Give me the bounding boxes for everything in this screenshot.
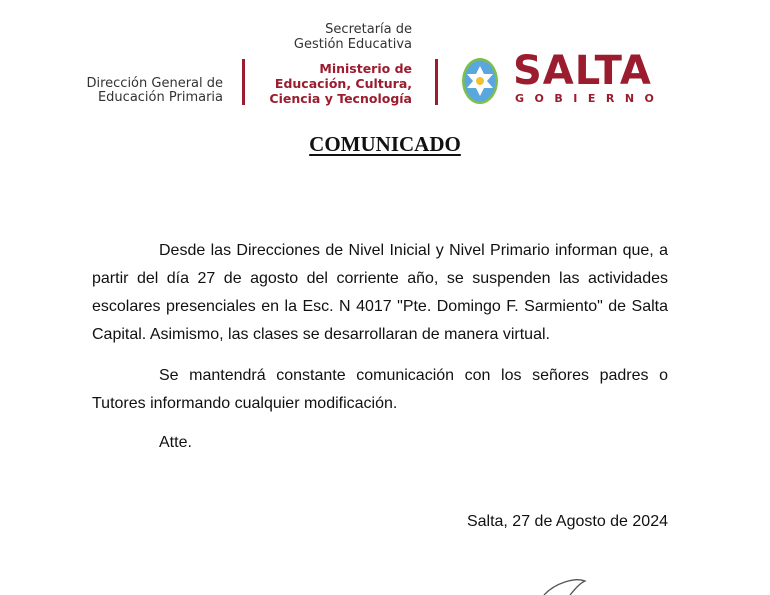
salta-logo-text: SALTA: [513, 48, 652, 94]
paragraph-announcement: Desde las Direcciones de Nivel Inicial y Nivel Primario informan que, a partir del día 27 de agosto del corriente año, se suspenden las actividades escolares presenciales en la Esc. N 4017 "Pte. Domingo F. Sarmiento" de Salta Capital. Asimismo, las clases se desarrollaran de manera virtual.: [92, 242, 668, 343]
paragraph-closing: Atte.: [159, 434, 192, 451]
signature-icon: [540, 575, 600, 595]
paragraph-communication: Se mantendrá constante comunicación con los señores padres o Tutores informando cualquier modificación.: [92, 367, 668, 412]
salta-shield-icon: [461, 57, 499, 105]
document-title: COMUNICADO: [309, 132, 461, 156]
ministerio-line-3: Ciencia y Tecnología: [269, 91, 412, 106]
direccion-general-label: [86, 77, 223, 105]
secretaria-label: [294, 22, 412, 52]
place-date: Salta, 27 de Agosto de 2024: [466, 513, 668, 530]
gobierno-logo-text: GOBIERNO: [515, 92, 665, 105]
header-divider: [435, 59, 438, 105]
direccion-line-2: Educación Primaria: [97, 90, 223, 105]
secretaria-line-2: Gestión Educativa: [293, 37, 412, 52]
header-divider: [242, 59, 245, 105]
direccion-line-1: Dirección General de: [86, 76, 223, 91]
ministerio-line-1: Ministerio de: [319, 61, 412, 76]
ministerio-line-2: Educación, Cultura,: [274, 76, 412, 91]
secretaria-line-1: Secretaría de: [325, 22, 412, 37]
ministerio-label: [269, 61, 412, 106]
